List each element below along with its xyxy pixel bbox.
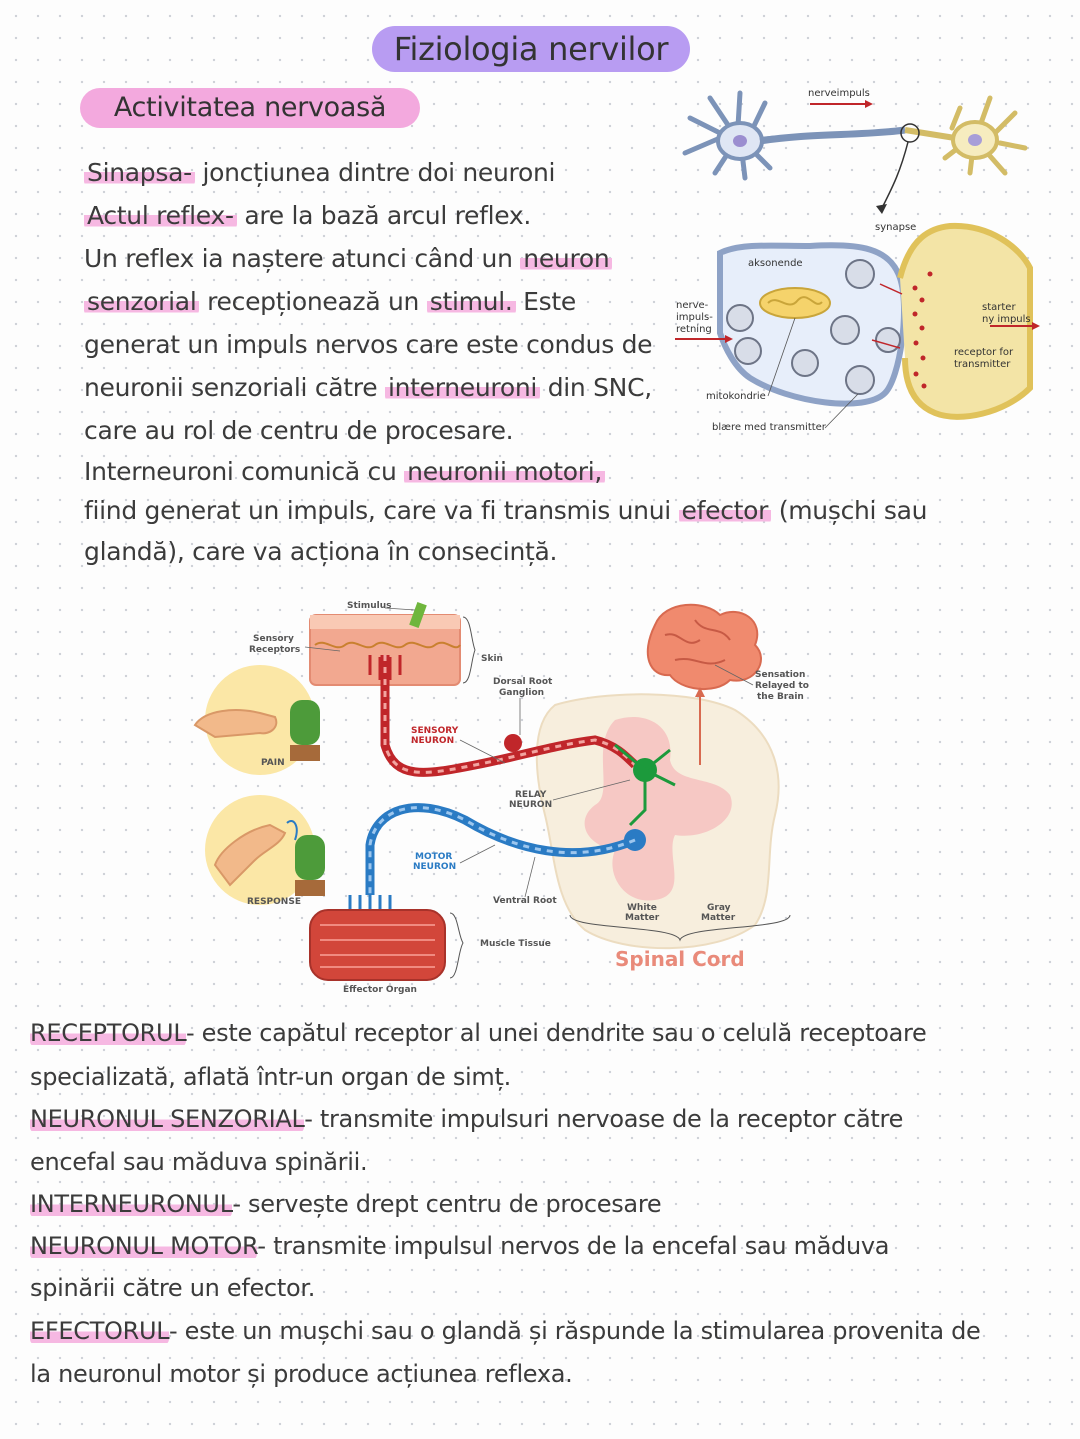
- new-impulse-arrow-head: [1032, 322, 1040, 330]
- def-interneuron-text: - servește drept centru de procesare: [232, 1190, 662, 1218]
- nerveimpuls-arrow-head: [865, 100, 873, 108]
- label-mitokondrie: mitokondrie: [706, 391, 766, 402]
- vesicle: [846, 260, 874, 288]
- skin-bracket: [463, 617, 475, 683]
- muscle-tissue: [310, 910, 445, 980]
- label-muscle-tissue: Muscle Tissue: [480, 939, 551, 949]
- zoom-arrow: [882, 142, 908, 208]
- intro-line-9-end: (mușchi sau: [771, 496, 928, 525]
- def-sensory-neuron-text: - transmite impulsuri nervoase de la receptor către: [304, 1105, 904, 1133]
- def-interneuron: [30, 1187, 661, 1221]
- label-skin: Skin: [481, 654, 503, 664]
- label-drg-1: Dorsal Root: [493, 677, 553, 687]
- reflex-arc-diagram: [175, 595, 815, 1000]
- brain: [648, 605, 761, 689]
- synapse-diagram: [660, 78, 1050, 448]
- intro-line-10: glandă), care va acționa în consecință.: [84, 537, 558, 566]
- intro-line-4: [84, 285, 576, 319]
- term-actul-reflex: Actul reflex-: [84, 201, 237, 230]
- label-nerve-3: retning: [676, 324, 712, 335]
- neuron-illustration-right: [905, 98, 1025, 173]
- label-white-1: White: [627, 903, 657, 913]
- term-senzorial: senzorial: [84, 287, 199, 316]
- term-interneuroni: interneuroni: [385, 373, 540, 402]
- label-relay-2: NEURON: [509, 800, 553, 810]
- term-efector: efector: [679, 496, 772, 525]
- intro-line-5: generat un impuls nervos care este condus de: [84, 330, 653, 359]
- vesicle: [846, 366, 874, 394]
- neuron-illustration-left: [685, 93, 905, 178]
- def-receptor-text: - este capătul receptor al unei dendrite sau o celulă receptoare: [185, 1019, 927, 1047]
- section-title: Activitatea nervoasă: [80, 88, 420, 128]
- cactus-pot-response: [295, 880, 325, 896]
- term-sinapsa: Sinapsa-: [84, 158, 195, 187]
- def-sensory-neuron-line-2: encefal sau măduva spinării.: [30, 1148, 368, 1176]
- label-sensation-3: the Brain: [757, 692, 804, 702]
- cactus-pain: [290, 700, 320, 745]
- intro-line-2-text: are la bază arcul reflex.: [236, 201, 532, 230]
- label-drg-2: Ganglion: [499, 688, 545, 698]
- label-receptor-1: receptor for: [954, 347, 1014, 358]
- def-effector-line-2: la neuronul motor și produce acțiunea reflexa.: [30, 1360, 573, 1388]
- intro-line-3: [84, 242, 612, 276]
- def-motor-neuron: [30, 1229, 889, 1263]
- zoom-arrow-head: [876, 204, 887, 214]
- def-motor-neuron-text: - transmite impulsul nervos de la encefal sau măduva: [257, 1232, 890, 1260]
- label-blaere: blære med transmitter: [712, 422, 826, 433]
- label-sensation-1: Sensation: [755, 670, 806, 680]
- term-receptorul: RECEPTORUL: [30, 1019, 186, 1047]
- def-effector-text: - este un mușchi sau o glandă și răspunde la stimularea provenita de: [168, 1317, 981, 1345]
- skin-surface: [310, 615, 460, 629]
- label-aksonende: aksonende: [748, 258, 803, 269]
- vesicle: [792, 350, 818, 376]
- dorsal-root-ganglion: [504, 734, 522, 752]
- label-receptor-2: transmitter: [954, 359, 1011, 370]
- label-sensory-neuron-2: NEURON: [411, 736, 455, 746]
- term-neuronul-motor: NEURONUL MOTOR: [30, 1232, 258, 1260]
- intro-line-9-text: fiind generat un impuls, care va fi transmis unui: [84, 496, 679, 525]
- intro-line-1-text: joncțiunea dintre doi neuroni: [194, 158, 556, 187]
- intro-line-1: [84, 156, 555, 190]
- intro-line-6: [84, 371, 652, 405]
- label-motor-1: MOTOR: [415, 852, 453, 862]
- label-gray-1: Gray: [707, 903, 731, 913]
- term-interneuronul: INTERNEURONUL: [30, 1190, 233, 1218]
- label-pain: PAIN: [261, 758, 285, 768]
- muscle-bracket: [450, 913, 463, 978]
- label-ventral-root: Ventral Root: [493, 896, 557, 906]
- label-synapse: synapse: [875, 222, 917, 233]
- vesicle: [831, 316, 859, 344]
- intro-line-2: [84, 199, 531, 233]
- intro-line-4-text: recepționează un: [199, 287, 427, 316]
- label-sensation-2: Relayed to: [755, 681, 809, 691]
- def-effector: [30, 1314, 981, 1348]
- intro-line-8: [84, 455, 605, 489]
- label-response: RESPONSE: [247, 897, 301, 907]
- label-white-2: Matter: [625, 913, 660, 923]
- cactus-pot-pain: [290, 745, 320, 761]
- term-stimul: stimul.: [427, 287, 516, 316]
- label-relay-1: RELAY: [515, 790, 547, 800]
- intro-line-7: care au rol de centru de procesare.: [84, 416, 514, 445]
- def-receptor-line-2: specializată, aflată într-un organ de simț.: [30, 1063, 511, 1091]
- intro-line-6-end: din SNC,: [540, 373, 652, 402]
- term-neuron: neuron: [520, 244, 612, 273]
- label-sensory-receptors-1: Sensory: [253, 634, 294, 644]
- label-gray-2: Matter: [701, 913, 736, 923]
- def-motor-neuron-line-2: spinării către un efector.: [30, 1274, 316, 1302]
- label-stimulus: Stimulus: [347, 601, 392, 611]
- vesicle: [727, 305, 753, 331]
- intro-line-3-text: Un reflex ia naștere atunci când un: [84, 244, 521, 273]
- cactus-response: [295, 835, 325, 880]
- term-neuronii-motori: neuronii motori,: [404, 457, 605, 486]
- label-spinal-cord: Spinal Cord: [615, 947, 745, 971]
- label-starter-1: starter: [982, 302, 1016, 313]
- label-nerveimpuls: nerveimpuls: [808, 88, 870, 99]
- term-neuronul-senzorial: NEURONUL SENZORIAL: [30, 1105, 305, 1133]
- label-sensory-receptors-2: Receptors: [249, 645, 301, 655]
- term-efectorul: EFECTORUL: [30, 1317, 169, 1345]
- intro-line-8-text: Interneuroni comunică cu: [84, 457, 405, 486]
- label-effector-organ: Effector Organ: [343, 985, 417, 995]
- intro-line-6-text: neuronii senzoriali către: [84, 373, 385, 402]
- page-title: Fiziologia nervilor: [372, 26, 690, 72]
- intro-line-4-end: Este: [515, 287, 576, 316]
- intro-line-9: [84, 494, 927, 528]
- label-sensory-neuron-1: SENSORY: [411, 726, 459, 736]
- label-motor-2: NEURON: [413, 862, 457, 872]
- label-starter-2: ny impuls: [982, 314, 1031, 325]
- label-nerve-2: impuls-: [676, 312, 713, 323]
- vesicle: [735, 338, 761, 364]
- label-nerve-1: nerve-: [676, 300, 709, 311]
- def-receptor: [30, 1016, 927, 1050]
- vesicle: [876, 328, 900, 352]
- def-sensory-neuron: [30, 1102, 903, 1136]
